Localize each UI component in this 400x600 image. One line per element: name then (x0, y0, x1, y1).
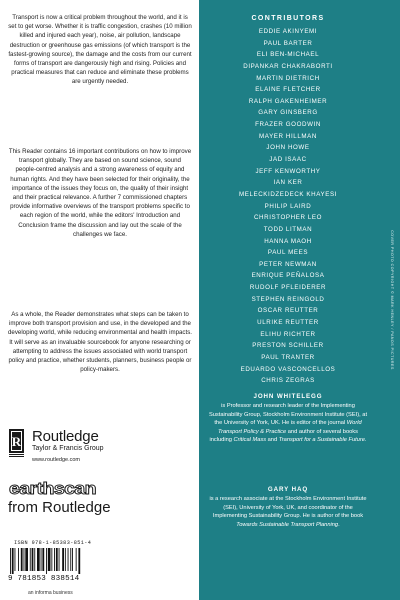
contributor-name: CHRISTOPHER LEO (253, 214, 323, 222)
editor-bio-whitelegg: is Professor and research leader of the Implementing Sustainability Group, Stockholm Environment Institute (SEI), at the University of York, UK. He is editor of the journal World Transport Policy & Practice and author of several books including Critical Mass and Transport for a Sustainable Future. (208, 403, 368, 443)
contributor-name: PAUL MEES (267, 249, 309, 257)
contributor-name: TODD LITMAN (263, 225, 313, 233)
contributor-name: EDDIE AKINYEMI (258, 28, 318, 35)
contributor-name: PHILIP LAIRD (264, 202, 312, 210)
routledge-logo-letter: R (11, 434, 22, 449)
publisher-url: www.routledge.com (32, 457, 80, 463)
publisher-group: Taylor & Francis Group (32, 445, 104, 452)
contributor-name: PRESTON SCHILLER (252, 342, 324, 350)
contributor-name: FRAZER GOODWIN (255, 121, 321, 129)
barcode-digits: 9 781853 838514 (8, 575, 80, 583)
contributor-name: ENRIQUE PEÑALOSA (251, 272, 325, 280)
editor-bio-haq: is a research associate at the Stockholm Environment Institute (SEI), University of York, UK, and coordinator of the Implementing Sustainability Group. He is author of the book Towards Sustainable Transport Planning. (209, 496, 367, 528)
description-panel (0, 0, 199, 600)
contributor-name: JEFF KENWORTHY (255, 167, 321, 175)
contributors-heading: CONTRIBUTORS (251, 15, 325, 22)
editor-name-whitelegg: JOHN WHITELEGG (253, 393, 323, 400)
editor-name-haq: GARY HAQ (267, 486, 309, 493)
publisher-name: Routledge (32, 428, 99, 445)
informa-tagline: an informa business (28, 590, 73, 596)
contributor-name: JAD ISAAC (269, 156, 307, 164)
contributor-name: HANNA MAOH (264, 237, 312, 245)
contributor-name: RALPH GAKENHEIMER (248, 97, 328, 105)
contributor-name: MARTIN DIETRICH (256, 74, 320, 82)
contributor-name: JOHN HOWE (266, 144, 310, 152)
contributor-name: OSCAR REUTTER (257, 307, 319, 315)
routledge-logo-icon (9, 429, 24, 459)
photo-credit: COVER PHOTO COPYRIGHT © MARK HENLEY / PANOS PICTURES (390, 230, 394, 370)
contributor-name: DIPANKAR CHAKRABORTI (243, 62, 333, 70)
earthscan-logo-text: earthscan (9, 480, 97, 497)
description-paragraph-1: Transport is now a critical problem throughout the world, and it is set to get worse. Whether it is traffic congestion, crashes (10 million killed and injured each year), noise, air pollution, landscape destruction or greenhouse gas emissions (of which transport is the fastest-growing source), the damage and the costs from our current forms of transport are dangerously high and rising. Policies and practical measures that can reduce and eliminate these problems are urgently needed. (8, 14, 192, 86)
routledge-logo-block (8, 428, 168, 468)
contributor-name: ELIHU RICHTER (260, 330, 316, 338)
imprint-subtitle: from Routledge (8, 499, 111, 516)
contributor-name: MELECKIDZEDECK KHAYESI (238, 190, 337, 198)
description-paragraph-3: As a whole, the Reader demonstrates what steps can be taken to improve both transport provision and use, in the developed and the developing world, while reducing environmental and health impacts. It will serve as an invaluable sourcebook for anyone researching or attempting to address the issues associated with world transport policy and practice, whether students, planners, business people or policy-makers. (8, 311, 192, 374)
contributor-name: IAN KER (273, 179, 303, 187)
contributor-name: GARY GINSBERG (258, 109, 318, 117)
contributor-name: ELI BEN-MICHAEL (256, 51, 320, 59)
contributor-name: ULRIKE REUTTER (257, 319, 319, 327)
contributor-name: RUDOLF PFLEIDERER (249, 284, 327, 292)
contributors-list (199, 26, 377, 387)
contributor-name: EDUARDO VASCONCELLOS (240, 365, 336, 373)
isbn-barcode-block (8, 540, 108, 583)
description-paragraph-2: This Reader contains 16 important contributions on how to improve transport globally. They are based on sound science, sound people-centred analysis and a strong awareness of equity and human rights. And they have been selected for their originality, the importance of the issues they focus on, the quality of their insight and their practical relevance. A further 7 commissioned chapters provide informative overviews of the transport problems specific to each region of the world, while the editors' Introduction and Conclusion frame the discussion and lay out the scale of the challenges we face. (8, 148, 192, 238)
isbn-label: ISBN 978-1-85383-851-4 (14, 540, 92, 546)
contributor-name: STEPHEN REINGOLD (251, 295, 325, 303)
contributor-name: MAYER HILLMAN (259, 132, 317, 140)
contributor-name: PETER NEWMAN (259, 260, 317, 268)
contributors-panel (199, 0, 400, 600)
barcode (8, 548, 104, 574)
earthscan-logo (8, 480, 97, 497)
contributor-name: ELAINE FLETCHER (255, 86, 321, 94)
contributor-name: PAUL BARTER (263, 39, 313, 47)
contributor-name: PAUL TRANTER (261, 353, 315, 361)
contributor-name: CHRIS ZEGRAS (261, 377, 315, 385)
